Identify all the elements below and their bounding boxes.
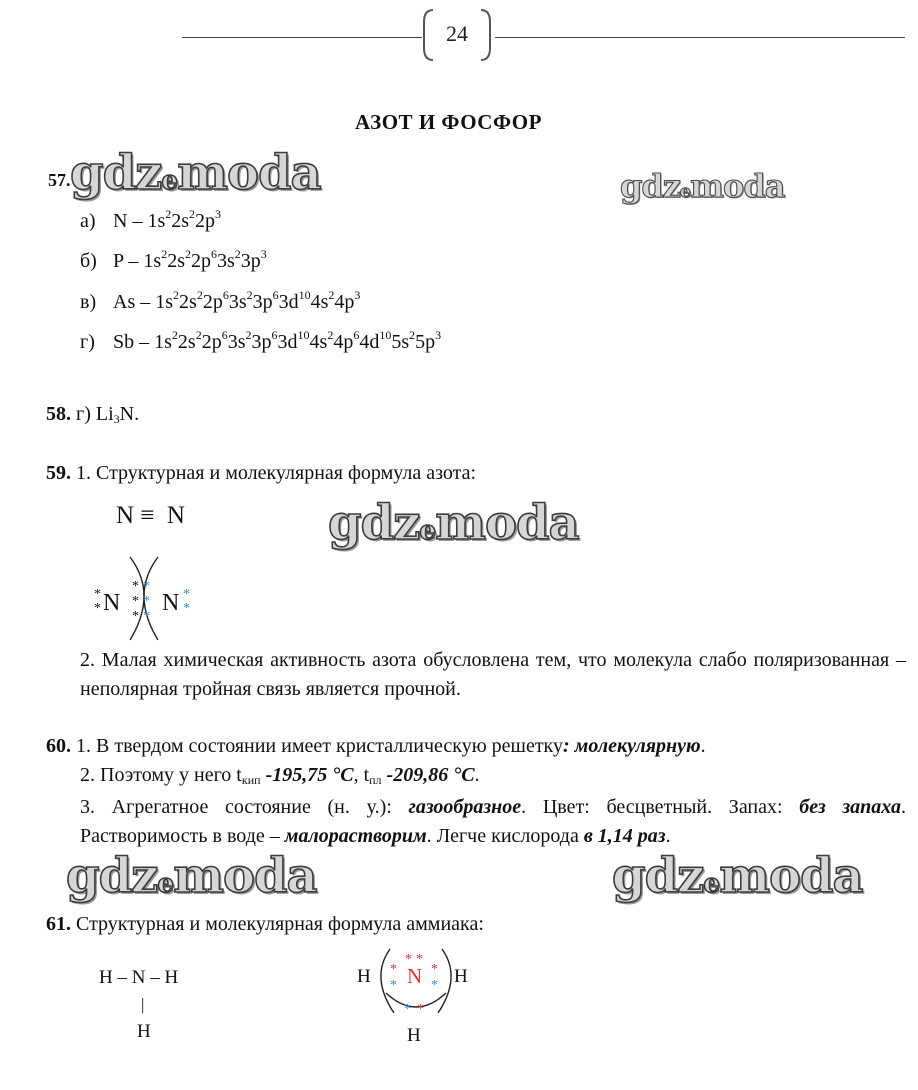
orbital-electrons: 3 [435, 328, 442, 342]
watermark-2: gdzemoda [620, 167, 785, 205]
electron: * [132, 579, 139, 594]
q57-element: As [113, 291, 136, 313]
electron: * [143, 579, 150, 594]
n2-atom-left: N [103, 590, 121, 616]
orbital-electrons: 10 [379, 328, 392, 342]
orbital: 1s [147, 210, 166, 232]
q57-dash: – [140, 291, 151, 313]
orbital: 4d [359, 331, 380, 353]
orbital: 5p [415, 331, 436, 353]
nh3-h-left: H [357, 966, 371, 987]
q57-element: P [113, 250, 124, 272]
orbital-electrons: 2 [184, 247, 191, 261]
q59-line1 [46, 462, 476, 485]
orbital-electrons: 6 [272, 288, 279, 302]
orbital: 4s [309, 331, 328, 353]
watermark-4: gdzemoda [66, 848, 317, 904]
q57-item [80, 328, 442, 354]
nh3-n-atom: N [407, 964, 423, 988]
electron: * [390, 978, 397, 993]
q59-number: 59. [46, 462, 71, 484]
orbital-electrons: 2 [171, 328, 178, 342]
orbital: 2s [179, 291, 197, 313]
watermark-1: gdzemoda [70, 145, 321, 201]
orbital: 4p [334, 291, 355, 313]
electron: * [132, 594, 139, 609]
q57-item-label: в) [80, 291, 97, 313]
q57-item-label: б) [80, 250, 97, 272]
q61-number: 61. [46, 913, 71, 935]
orbital-electrons: 3 [260, 247, 267, 261]
orbital: 3p [252, 291, 273, 313]
nh3-h-bottom: H [407, 1025, 421, 1046]
electron: * [94, 601, 101, 616]
q59-text: 1. Структурная и молекулярная формула азота: [76, 462, 477, 484]
orbital: 3s [216, 250, 235, 272]
q60-line2: 2. Поэтому у него $t_{кип}$ -195,75 °С, $t_{пл}$ -209,86 °С. [80, 764, 480, 787]
nh3-lewis-diagram [350, 943, 490, 1048]
orbital-electrons: 2 [195, 328, 202, 342]
orbital-electrons: 10 [298, 288, 311, 302]
nh3-structural-h: H [137, 1021, 151, 1042]
orbital: 2p [201, 331, 222, 353]
orbital: 2s [171, 210, 190, 232]
n2-atom-right: N [162, 590, 180, 616]
orbital: 3s [227, 331, 246, 353]
orbital: 2p [195, 210, 216, 232]
q57-element: N [113, 210, 128, 232]
watermark-5: gdzemoda [612, 848, 863, 904]
q57-element: Sb [113, 331, 135, 353]
electron: * [417, 1002, 424, 1017]
q57-item-label: а) [80, 210, 96, 232]
q57-dash: – [128, 250, 139, 272]
electron: * [183, 601, 190, 616]
n2-lewis-diagram [90, 552, 210, 642]
q60-line3: 3. Агрегатное состояние (н. у.): газообразное. Цвет: бесцветный. Запах: без запаха. Растворимость в воде – малорастворим. Легче кислорода в 1,14 раз. [80, 796, 906, 847]
electron: * [143, 609, 150, 624]
orbital: 4p [333, 331, 354, 353]
electron: * [132, 609, 139, 624]
orbital-electrons: 2 [161, 247, 168, 261]
electron: * [183, 587, 190, 602]
page-number: 24 [446, 21, 468, 46]
orbital-electrons: 2 [173, 288, 180, 302]
q59-structural-formula: N ≡ N [116, 502, 185, 529]
orbital-electrons: 3 [354, 288, 361, 302]
q57-item [80, 288, 361, 314]
q58-line [46, 403, 139, 426]
orbital: 2p [190, 250, 211, 272]
orbital-electrons: 6 [210, 247, 217, 261]
q60-number: 60. [46, 735, 71, 757]
electron: * [431, 962, 438, 977]
electron: * [431, 978, 438, 993]
header-rule-left [182, 37, 422, 38]
orbital: 3d [278, 291, 299, 313]
orbital-electrons: 10 [297, 328, 310, 342]
orbital: 1s [154, 331, 172, 353]
electron: * [143, 594, 150, 609]
orbital-electrons: 2 [246, 288, 253, 302]
electron: * [405, 952, 412, 967]
nh3-h-right: H [454, 966, 468, 987]
q60-line1: 60. 1. В твердом состоянии имеет кристаллическую решетку: молекулярную. [46, 735, 706, 757]
orbital-electrons: 3 [215, 207, 222, 221]
q57-number: 57. [48, 170, 71, 190]
q57-item [80, 247, 267, 273]
electron: * [404, 1002, 411, 1017]
q58-number: 58. [46, 403, 71, 425]
orbital-electrons: 6 [353, 328, 360, 342]
q57-dash: – [139, 331, 150, 353]
orbital: 2s [177, 331, 196, 353]
header-rule-right [495, 37, 905, 38]
nh3-structural-bar: | [141, 995, 145, 1014]
orbital: 5s [391, 331, 410, 353]
section-title: АЗОТ И ФОСФОР [355, 110, 542, 134]
orbital: 2s [167, 250, 185, 272]
orbital: 1s [155, 291, 174, 313]
orbital-electrons: 2 [328, 288, 335, 302]
orbital: 2p [202, 291, 223, 313]
orbital-electrons: 6 [271, 328, 278, 342]
orbital: 3p [240, 250, 261, 272]
orbital-electrons: 2 [409, 328, 416, 342]
q59-explanation: 2. Малая химическая активность азота обусловлена тем, что молекула слабо поляризованная – неполярная тройная связь является прочной. [80, 649, 906, 700]
orbital-electrons: 6 [222, 288, 229, 302]
orbital-electrons: 2 [165, 207, 172, 221]
orbital: 1s [143, 250, 162, 272]
q58-answer: г) $Li_3N$. [76, 403, 140, 426]
electron: * [390, 962, 397, 977]
nh3-structural-row: H – N – H [99, 967, 179, 988]
orbital-electrons: 2 [189, 207, 196, 221]
electron: * [416, 952, 423, 967]
orbital-electrons: 2 [234, 247, 241, 261]
orbital: 3d [277, 331, 298, 353]
orbital: 4s [310, 291, 329, 313]
q57-item-label: г) [80, 331, 95, 353]
watermark-3: gdzemoda [328, 495, 579, 551]
q57-dash: – [132, 210, 143, 232]
orbital: 3s [228, 291, 247, 313]
orbital-electrons: 6 [221, 328, 228, 342]
page-number-frame [421, 8, 493, 62]
electron: * [94, 587, 101, 602]
orbital: 3p [251, 331, 272, 353]
orbital-electrons: 2 [245, 328, 252, 342]
q61-text: Структурная и молекулярная формула аммиака: [76, 913, 484, 935]
q57-item [80, 207, 222, 233]
q61-line [46, 913, 484, 936]
orbital-electrons: 2 [327, 328, 334, 342]
orbital-electrons: 2 [196, 288, 203, 302]
